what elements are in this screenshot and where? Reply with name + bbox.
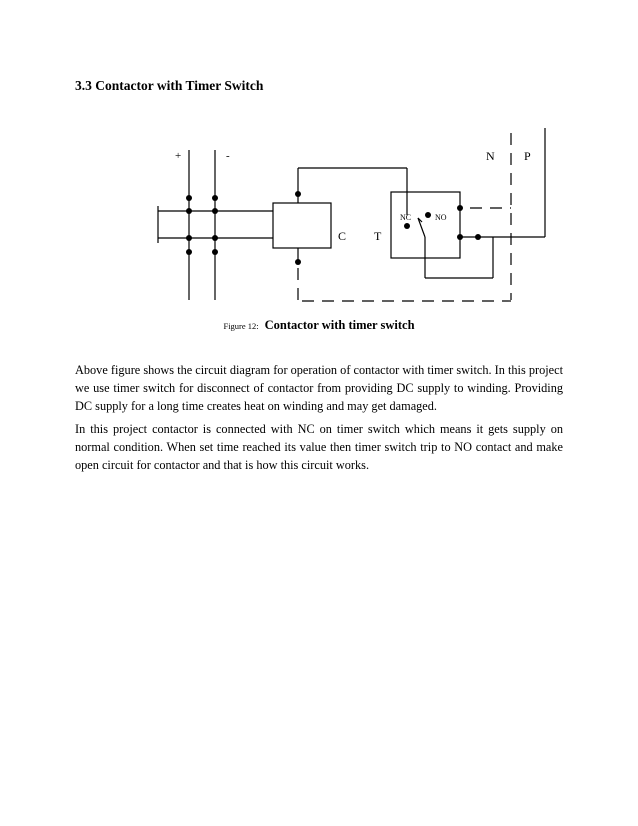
junction-dot	[295, 259, 301, 265]
junction-dot	[212, 195, 218, 201]
minus-label: -	[226, 150, 230, 162]
junction-dot	[186, 249, 192, 255]
junction-dot	[404, 223, 410, 229]
junction-dot	[475, 234, 481, 240]
junction-dot	[457, 234, 463, 240]
contactor-label: C	[338, 229, 347, 243]
nc-label: NC	[400, 213, 412, 222]
junction-dot	[186, 195, 192, 201]
section-heading: 3.3 Contactor with Timer Switch	[75, 78, 264, 93]
circuit-diagram	[0, 125, 638, 315]
contactor-box	[273, 203, 331, 248]
junction-dot	[186, 208, 192, 214]
timer-label: T	[374, 229, 382, 243]
paragraph: Above figure shows the circuit diagram for operation of contactor with timer switch. In this project we use timer switch for disconnect of contactor from providing DC supply to winding. Providing DC supply for a long time creates heat on winding and may get damaged.	[75, 363, 563, 413]
junction-dot	[186, 235, 192, 241]
figure-caption-title: Contactor with timer switch	[264, 318, 415, 332]
junction-dot	[212, 249, 218, 255]
junction-dot	[425, 212, 431, 218]
phase-label: P	[524, 149, 531, 163]
junction-dot	[457, 205, 463, 211]
figure-caption	[0, 318, 638, 333]
plus-label: +	[175, 150, 182, 162]
junction-dot	[295, 191, 301, 197]
no-label: NO	[435, 213, 447, 222]
neutral-label: N	[486, 149, 495, 163]
paragraph: In this project contactor is connected with NC on timer switch which means it gets supply on normal condition. When set time reached its value then timer switch trip to NO contact and make open circuit for contactor and that is how this circuit works.	[75, 422, 563, 472]
junction-dot	[212, 235, 218, 241]
figure-caption-label: Figure 12:	[223, 321, 259, 331]
junction-dot	[212, 208, 218, 214]
